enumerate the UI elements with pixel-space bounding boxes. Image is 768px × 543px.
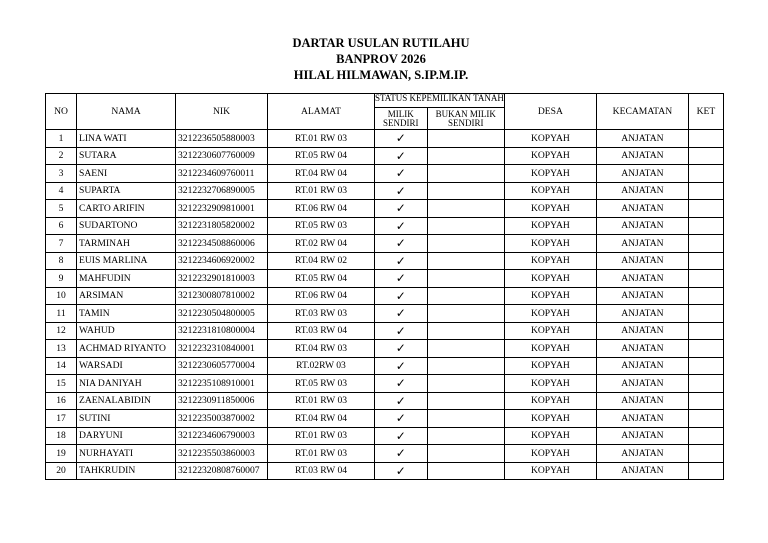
header-nama: NAMA bbox=[77, 94, 176, 130]
cell-desa: KOPYAH bbox=[504, 322, 596, 340]
table-row bbox=[46, 462, 724, 480]
table-row bbox=[46, 200, 724, 218]
table-row bbox=[46, 235, 724, 253]
cell-ket bbox=[688, 182, 723, 200]
cell-milik-sendiri: ✓ bbox=[375, 410, 428, 428]
cell-kecamatan: ANJATAN bbox=[596, 357, 688, 375]
cell-desa: KOPYAH bbox=[504, 427, 596, 445]
cell-milik-sendiri: ✓ bbox=[375, 445, 428, 463]
cell-milik-sendiri: ✓ bbox=[375, 200, 428, 218]
cell-ket bbox=[688, 270, 723, 288]
cell-ket bbox=[688, 340, 723, 358]
cell-milik-sendiri: ✓ bbox=[375, 235, 428, 253]
cell-milik-sendiri: ✓ bbox=[375, 322, 428, 340]
cell-ket bbox=[688, 462, 723, 480]
cell-nama: DARYUNI bbox=[77, 427, 176, 445]
table-row bbox=[46, 410, 724, 428]
cell-nik: 3212234508860006 bbox=[176, 235, 268, 253]
cell-kecamatan: ANJATAN bbox=[596, 322, 688, 340]
header-nik: NIK bbox=[176, 94, 268, 130]
cell-nik: 3212232310840001 bbox=[176, 340, 268, 358]
cell-bukan-milik-sendiri bbox=[427, 462, 504, 480]
cell-no: 17 bbox=[46, 410, 77, 428]
cell-milik-sendiri: ✓ bbox=[375, 340, 428, 358]
cell-alamat: RT.03 RW 04 bbox=[268, 462, 375, 480]
cell-nama: TAMIN bbox=[77, 305, 176, 323]
cell-no: 1 bbox=[46, 130, 77, 148]
cell-milik-sendiri: ✓ bbox=[375, 270, 428, 288]
cell-kecamatan: ANJATAN bbox=[596, 462, 688, 480]
cell-desa: KOPYAH bbox=[504, 217, 596, 235]
header-status-kepemilikan bbox=[375, 94, 505, 108]
cell-ket bbox=[688, 357, 723, 375]
cell-bukan-milik-sendiri bbox=[427, 200, 504, 218]
cell-nik: 3212300807810002 bbox=[176, 287, 268, 305]
table-row bbox=[46, 165, 724, 183]
cell-nik: 3212232901810003 bbox=[176, 270, 268, 288]
cell-nama: TARMINAH bbox=[77, 235, 176, 253]
cell-kecamatan: ANJATAN bbox=[596, 130, 688, 148]
cell-desa: KOPYAH bbox=[504, 130, 596, 148]
cell-no: 7 bbox=[46, 235, 77, 253]
cell-bukan-milik-sendiri bbox=[427, 340, 504, 358]
document-title bbox=[0, 35, 762, 83]
cell-desa: KOPYAH bbox=[504, 270, 596, 288]
cell-kecamatan: ANJATAN bbox=[596, 235, 688, 253]
cell-bukan-milik-sendiri bbox=[427, 182, 504, 200]
cell-desa: KOPYAH bbox=[504, 357, 596, 375]
cell-ket bbox=[688, 200, 723, 218]
cell-nik: 3212230911850006 bbox=[176, 392, 268, 410]
cell-kecamatan: ANJATAN bbox=[596, 427, 688, 445]
cell-bukan-milik-sendiri bbox=[427, 410, 504, 428]
cell-desa: KOPYAH bbox=[504, 147, 596, 165]
cell-kecamatan: ANJATAN bbox=[596, 410, 688, 428]
cell-milik-sendiri: ✓ bbox=[375, 182, 428, 200]
cell-ket bbox=[688, 235, 723, 253]
cell-ket bbox=[688, 165, 723, 183]
cell-desa: KOPYAH bbox=[504, 392, 596, 410]
cell-nik: 3212235108910001 bbox=[176, 375, 268, 393]
cell-nama: ARSIMAN bbox=[77, 287, 176, 305]
cell-nama: SUTINI bbox=[77, 410, 176, 428]
cell-nik: 3212232909810001 bbox=[176, 200, 268, 218]
cell-ket bbox=[688, 392, 723, 410]
cell-bukan-milik-sendiri bbox=[427, 252, 504, 270]
header-bukan-milik-sendiri: BUKAN MILIK SENDIRI bbox=[427, 108, 504, 130]
cell-ket bbox=[688, 410, 723, 428]
cell-nama: WAHUD bbox=[77, 322, 176, 340]
cell-kecamatan: ANJATAN bbox=[596, 305, 688, 323]
cell-nama: MAHFUDIN bbox=[77, 270, 176, 288]
cell-kecamatan: ANJATAN bbox=[596, 165, 688, 183]
cell-alamat: RT.05 RW 04 bbox=[268, 270, 375, 288]
cell-alamat: RT.01 RW 03 bbox=[268, 130, 375, 148]
cell-bukan-milik-sendiri bbox=[427, 427, 504, 445]
cell-kecamatan: ANJATAN bbox=[596, 147, 688, 165]
cell-no: 5 bbox=[46, 200, 77, 218]
cell-bukan-milik-sendiri bbox=[427, 235, 504, 253]
cell-nik: 3212234609760011 bbox=[176, 165, 268, 183]
cell-nik: 3212232706890005 bbox=[176, 182, 268, 200]
cell-kecamatan: ANJATAN bbox=[596, 270, 688, 288]
cell-alamat: RT.06 RW 04 bbox=[268, 200, 375, 218]
cell-alamat: RT.05 RW 04 bbox=[268, 147, 375, 165]
cell-nama: WARSADI bbox=[77, 357, 176, 375]
cell-alamat: RT.03 RW 04 bbox=[268, 322, 375, 340]
cell-alamat: RT.05 RW 03 bbox=[268, 217, 375, 235]
table-body bbox=[46, 130, 724, 480]
cell-bukan-milik-sendiri bbox=[427, 322, 504, 340]
cell-kecamatan: ANJATAN bbox=[596, 182, 688, 200]
cell-desa: KOPYAH bbox=[504, 182, 596, 200]
cell-nama: LINA WATI bbox=[77, 130, 176, 148]
cell-alamat: RT.01 RW 03 bbox=[268, 445, 375, 463]
table-row bbox=[46, 217, 724, 235]
cell-alamat: RT.02 RW 04 bbox=[268, 235, 375, 253]
cell-no: 16 bbox=[46, 392, 77, 410]
cell-bukan-milik-sendiri bbox=[427, 287, 504, 305]
cell-no: 12 bbox=[46, 322, 77, 340]
table-row bbox=[46, 427, 724, 445]
cell-kecamatan: ANJATAN bbox=[596, 375, 688, 393]
cell-alamat: RT.01 RW 03 bbox=[268, 392, 375, 410]
cell-no: 19 bbox=[46, 445, 77, 463]
cell-ket bbox=[688, 375, 723, 393]
cell-kecamatan: ANJATAN bbox=[596, 252, 688, 270]
cell-milik-sendiri: ✓ bbox=[375, 252, 428, 270]
cell-nama: CARTO ARIFIN bbox=[77, 200, 176, 218]
header-alamat: ALAMAT bbox=[268, 94, 375, 130]
cell-ket bbox=[688, 445, 723, 463]
cell-no: 14 bbox=[46, 357, 77, 375]
cell-no: 4 bbox=[46, 182, 77, 200]
table-row bbox=[46, 147, 724, 165]
cell-milik-sendiri: ✓ bbox=[375, 305, 428, 323]
cell-nama: EUIS MARLINA bbox=[77, 252, 176, 270]
cell-nama: SUTARA bbox=[77, 147, 176, 165]
table-row bbox=[46, 287, 724, 305]
cell-bukan-milik-sendiri bbox=[427, 305, 504, 323]
cell-desa: KOPYAH bbox=[504, 200, 596, 218]
cell-no: 18 bbox=[46, 427, 77, 445]
cell-bukan-milik-sendiri bbox=[427, 130, 504, 148]
cell-bukan-milik-sendiri bbox=[427, 445, 504, 463]
cell-kecamatan: ANJATAN bbox=[596, 287, 688, 305]
title-line-3: HILAL HILMAWAN, S.IP.M.IP. bbox=[293, 68, 469, 82]
table-row bbox=[46, 445, 724, 463]
header-status-label: STATUS KEPEMILIKAN TANAH bbox=[375, 93, 504, 103]
cell-alamat: RT.04 RW 04 bbox=[268, 410, 375, 428]
cell-milik-sendiri: ✓ bbox=[375, 392, 428, 410]
table-row bbox=[46, 182, 724, 200]
header-no: NO bbox=[46, 94, 77, 130]
cell-ket bbox=[688, 147, 723, 165]
cell-ket bbox=[688, 217, 723, 235]
table-row bbox=[46, 375, 724, 393]
cell-desa: KOPYAH bbox=[504, 235, 596, 253]
cell-desa: KOPYAH bbox=[504, 410, 596, 428]
cell-bukan-milik-sendiri bbox=[427, 270, 504, 288]
cell-ket bbox=[688, 287, 723, 305]
cell-desa: KOPYAH bbox=[504, 252, 596, 270]
table-row bbox=[46, 252, 724, 270]
cell-nik: 3212235503860003 bbox=[176, 445, 268, 463]
cell-nik: 3212230504800005 bbox=[176, 305, 268, 323]
cell-ket bbox=[688, 322, 723, 340]
header-desa: DESA bbox=[504, 94, 596, 130]
cell-milik-sendiri: ✓ bbox=[375, 427, 428, 445]
cell-bukan-milik-sendiri bbox=[427, 217, 504, 235]
cell-alamat: RT.01 RW 03 bbox=[268, 182, 375, 200]
table-row bbox=[46, 340, 724, 358]
beneficiary-table bbox=[45, 93, 724, 480]
cell-nama: SUDARTONO bbox=[77, 217, 176, 235]
table-row bbox=[46, 305, 724, 323]
table-row bbox=[46, 392, 724, 410]
cell-desa: KOPYAH bbox=[504, 287, 596, 305]
header-ket: KET bbox=[688, 94, 723, 130]
cell-no: 13 bbox=[46, 340, 77, 358]
cell-ket bbox=[688, 305, 723, 323]
table-row bbox=[46, 270, 724, 288]
cell-alamat: RT.06 RW 04 bbox=[268, 287, 375, 305]
cell-nama: NURHAYATI bbox=[77, 445, 176, 463]
cell-no: 11 bbox=[46, 305, 77, 323]
cell-nik: 3212236505880003 bbox=[176, 130, 268, 148]
cell-nik: 3212235003870002 bbox=[176, 410, 268, 428]
table-row bbox=[46, 357, 724, 375]
cell-nama: TAHKRUDIN bbox=[77, 462, 176, 480]
cell-alamat: RT.04 RW 03 bbox=[268, 340, 375, 358]
cell-desa: KOPYAH bbox=[504, 305, 596, 323]
title-line-2: BANPROV 2026 bbox=[336, 52, 426, 66]
cell-milik-sendiri: ✓ bbox=[375, 462, 428, 480]
cell-nama: SAENI bbox=[77, 165, 176, 183]
cell-ket bbox=[688, 130, 723, 148]
cell-milik-sendiri: ✓ bbox=[375, 217, 428, 235]
cell-desa: KOPYAH bbox=[504, 375, 596, 393]
cell-no: 9 bbox=[46, 270, 77, 288]
cell-alamat: RT.04 RW 02 bbox=[268, 252, 375, 270]
cell-desa: KOPYAH bbox=[504, 340, 596, 358]
cell-milik-sendiri: ✓ bbox=[375, 287, 428, 305]
cell-nik: 3212231810800004 bbox=[176, 322, 268, 340]
cell-alamat: RT.05 RW 03 bbox=[268, 375, 375, 393]
cell-alamat: RT.04 RW 04 bbox=[268, 165, 375, 183]
cell-nik: 3212234606920002 bbox=[176, 252, 268, 270]
cell-bukan-milik-sendiri bbox=[427, 392, 504, 410]
cell-milik-sendiri: ✓ bbox=[375, 147, 428, 165]
title-line-1: DARTAR USULAN RUTILAHU bbox=[292, 36, 470, 50]
cell-no: 8 bbox=[46, 252, 77, 270]
cell-nik: 32122320808760007 bbox=[176, 462, 268, 480]
cell-no: 6 bbox=[46, 217, 77, 235]
cell-milik-sendiri: ✓ bbox=[375, 130, 428, 148]
cell-kecamatan: ANJATAN bbox=[596, 217, 688, 235]
table-row bbox=[46, 322, 724, 340]
cell-bukan-milik-sendiri bbox=[427, 147, 504, 165]
header-kecamatan: KECAMATAN bbox=[596, 94, 688, 130]
cell-no: 3 bbox=[46, 165, 77, 183]
cell-bukan-milik-sendiri bbox=[427, 357, 504, 375]
cell-kecamatan: ANJATAN bbox=[596, 200, 688, 218]
cell-nik: 3212230607760009 bbox=[176, 147, 268, 165]
cell-no: 15 bbox=[46, 375, 77, 393]
cell-nama: ZAENALABIDIN bbox=[77, 392, 176, 410]
cell-milik-sendiri: ✓ bbox=[375, 357, 428, 375]
cell-no: 20 bbox=[46, 462, 77, 480]
cell-kecamatan: ANJATAN bbox=[596, 392, 688, 410]
cell-nik: 3212234606790003 bbox=[176, 427, 268, 445]
cell-desa: KOPYAH bbox=[504, 165, 596, 183]
cell-kecamatan: ANJATAN bbox=[596, 445, 688, 463]
cell-ket bbox=[688, 427, 723, 445]
cell-no: 10 bbox=[46, 287, 77, 305]
cell-alamat: RT.03 RW 03 bbox=[268, 305, 375, 323]
cell-alamat: RT.02RW 03 bbox=[268, 357, 375, 375]
cell-desa: KOPYAH bbox=[504, 462, 596, 480]
cell-bukan-milik-sendiri bbox=[427, 375, 504, 393]
cell-nama: NIA DANIYAH bbox=[77, 375, 176, 393]
header-milik-sendiri: MILIK SENDIRI bbox=[375, 108, 428, 130]
cell-nama: SUPARTA bbox=[77, 182, 176, 200]
cell-nik: 3212230605770004 bbox=[176, 357, 268, 375]
cell-nama: ACHMAD RIYANTO bbox=[77, 340, 176, 358]
cell-milik-sendiri: ✓ bbox=[375, 165, 428, 183]
cell-desa: KOPYAH bbox=[504, 445, 596, 463]
cell-ket bbox=[688, 252, 723, 270]
cell-nik: 3212231805820002 bbox=[176, 217, 268, 235]
cell-milik-sendiri: ✓ bbox=[375, 375, 428, 393]
cell-kecamatan: ANJATAN bbox=[596, 340, 688, 358]
cell-bukan-milik-sendiri bbox=[427, 165, 504, 183]
cell-no: 2 bbox=[46, 147, 77, 165]
cell-alamat: RT.01 RW 03 bbox=[268, 427, 375, 445]
table-row bbox=[46, 130, 724, 148]
